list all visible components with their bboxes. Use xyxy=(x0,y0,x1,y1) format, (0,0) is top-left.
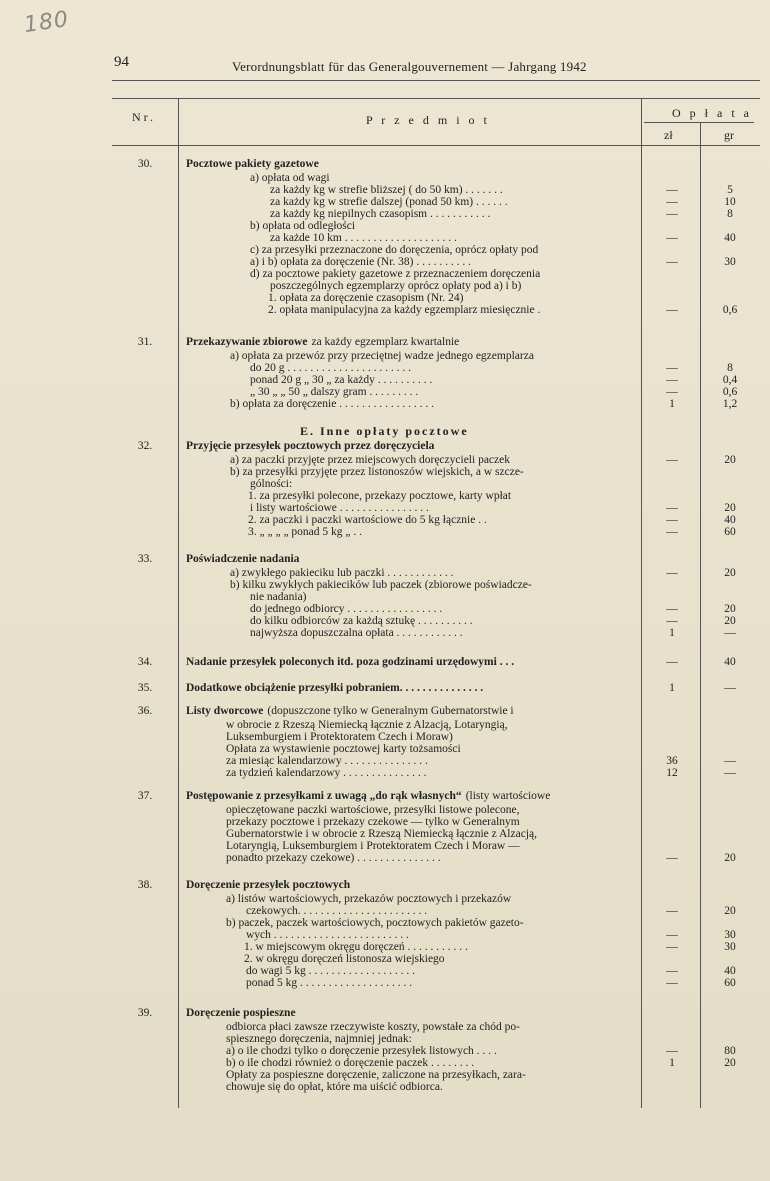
entry-number: 35. xyxy=(137,682,153,694)
entry-line: 2. opłata manipulacyjna za każdy egzemplarz miesięcznie . xyxy=(268,304,541,316)
fee-gr: 20 xyxy=(724,852,736,864)
column-divider-fee xyxy=(641,98,642,1108)
entry-line: czekowych. . . . . . . . . . . . . . . . . . . . . . . xyxy=(246,905,428,917)
entry-line: a) o ile chodzi tylko o doręczenie przesyłek listowych . . . . xyxy=(226,1045,497,1057)
fee-zl: — xyxy=(666,196,678,208)
entry-number: 38. xyxy=(137,879,153,891)
entry-line: „ 30 „ „ 50 „ dalszy gram . . . . . . . . . xyxy=(250,386,419,398)
fee-zl: — xyxy=(666,232,678,244)
fee-gr: — xyxy=(724,682,736,694)
entry-line: 2. w okręgu doręczeń listonosza wiejskiego xyxy=(244,953,445,965)
pencil-annotation: 180 xyxy=(22,6,71,39)
entry-line: odbiorca płaci zawsze rzeczywiste koszty, powstałe za chód po- xyxy=(226,1021,520,1033)
entry-title: Przekazywanie zbiorowe xyxy=(186,336,308,348)
entry-line: Opłata za wystawienie pocztowej karty tożsamości xyxy=(226,743,461,755)
entry-line: 1. za przesyłki polecone, przekazy pocztowe, karty wpłat xyxy=(248,490,512,502)
entry-number: 30. xyxy=(137,158,153,170)
fee-gr: 30 xyxy=(724,256,736,268)
fee-gr: 20 xyxy=(724,567,736,579)
entry-title-rest: (listy wartościowe xyxy=(465,790,551,802)
entry-line: a) zwykłego pakieciku lub paczki . . . . . . . . . . . . xyxy=(230,567,454,579)
fee-subheader-rule xyxy=(644,122,754,123)
entry-line: ponad 5 kg . . . . . . . . . . . . . . . . . . . . xyxy=(246,977,413,989)
entry-line: za każdy kg niepilnych czasopism . . . . . . . . . . . xyxy=(270,208,491,220)
entry-line: gólności: xyxy=(250,478,293,490)
entry-number: 31. xyxy=(137,336,153,348)
table-top-rule xyxy=(112,98,760,99)
fee-gr: 40 xyxy=(724,965,736,977)
fee-zl: — xyxy=(666,615,678,627)
entry-line: opieczętowane paczki wartościowe, przesyłki listowe polecone, xyxy=(226,804,520,816)
fee-zl: 36 xyxy=(666,755,678,767)
fee-zl: 1 xyxy=(669,1057,675,1069)
entry-title: Pocztowe pakiety gazetowe xyxy=(186,158,319,170)
fee-gr: 0,6 xyxy=(722,386,738,398)
fee-zl: — xyxy=(666,256,678,268)
entry-title: Listy dworcowe xyxy=(186,705,264,717)
entry-line: przekazy pocztowe i przekazy czekowe — tylko w Generalnym xyxy=(226,816,520,828)
entry-line: b) o ile chodzi również o doręczenie paczek . . . . . . . . xyxy=(226,1057,475,1069)
entry-title: Doręczenie przesyłek pocztowych xyxy=(186,879,351,891)
fee-zl: — xyxy=(666,852,678,864)
table-header-rule xyxy=(112,145,760,146)
entry-line: Gubernatorstwie i w obrocie z Rzeszą Niemiecką łącznie z Alzacją, xyxy=(226,828,537,840)
entry-line: do kilku odbiorców za każdą sztukę . . . . . . . . . . xyxy=(250,615,473,627)
fee-gr: 40 xyxy=(724,514,736,526)
fee-gr: 60 xyxy=(724,526,736,538)
header-rule xyxy=(112,80,760,81)
entry-line: za każde 10 km . . . . . . . . . . . . . . . . . . . . xyxy=(270,232,457,244)
entry-line: najwyższa dopuszczalna opłata . . . . . . . . . . . . xyxy=(250,627,463,639)
entry-line: spiesznego doręczenia, najmniej jednak: xyxy=(226,1033,412,1045)
entry-title: Nadanie przesyłek poleconych itd. poza godzinami urzędowymi . . . xyxy=(186,656,515,668)
entry-line: do wagi 5 kg . . . . . . . . . . . . . . . . . . . xyxy=(246,965,415,977)
fee-zl: 1 xyxy=(669,627,675,639)
fee-gr: 20 xyxy=(724,905,736,917)
entry-number: 34. xyxy=(137,656,153,668)
fee-zl: — xyxy=(666,208,678,220)
fee-gr: 1,2 xyxy=(722,398,738,410)
entry-line: b) paczek, paczek wartościowych, pocztowych pakietów gazeto- xyxy=(226,917,524,929)
fee-gr: 60 xyxy=(724,977,736,989)
entry-line: a) opłata od wagi xyxy=(250,172,330,184)
entry-line: a) opłata za przewóz przy przeciętnej wadze jednego egzemplarza xyxy=(230,350,534,362)
entry-line: za tydzień kalendarzowy . . . . . . . . . . . . . . . xyxy=(226,767,427,779)
entry-number: 39. xyxy=(137,1007,153,1019)
entry-line: a) listów wartościowych, przekazów pocztowych i przekazów xyxy=(226,893,512,905)
entry-title: Przyjęcie przesyłek pocztowych przez doręczyciela xyxy=(186,440,435,452)
fee-zl: — xyxy=(666,526,678,538)
entry-line: i listy wartościowe . . . . . . . . . . . . . . . . xyxy=(250,502,429,514)
entry-title: Doręczenie pospieszne xyxy=(186,1007,296,1019)
fee-gr: 20 xyxy=(724,454,736,466)
fee-zl: — xyxy=(666,977,678,989)
fee-gr: 80 xyxy=(724,1045,736,1057)
entry-number: 33. xyxy=(137,553,153,565)
fee-gr: 30 xyxy=(724,929,736,941)
fee-zl: 1 xyxy=(669,398,675,410)
fee-zl: — xyxy=(666,965,678,977)
fee-gr: 8 xyxy=(727,208,733,220)
entry-line: Opłaty za pospieszne doręczenie, zaliczone na przesyłkach, zara- xyxy=(226,1069,526,1081)
entry-number: 37. xyxy=(137,790,153,802)
entry-line: do jednego odbiorcy . . . . . . . . . . . . . . . . . xyxy=(250,603,443,615)
fee-gr: 10 xyxy=(724,196,736,208)
fee-gr: 20 xyxy=(724,502,736,514)
entry-line: wych . . . . . . . . . . . . . . . . . . . . . . . . xyxy=(246,929,409,941)
entry-line: 1. opłata za doręczenie czasopism (Nr. 24) xyxy=(268,292,464,304)
header-nr: Nr. xyxy=(132,110,156,124)
entry-title: Dodatkowe obciążenie przesyłki pobraniem. . . . . . . . . . . . . . . xyxy=(186,682,484,694)
entry-line: Lotaryngią, Luksemburgiem i Protektoratem Czech i Moraw — xyxy=(226,840,520,852)
fee-gr: 40 xyxy=(724,656,736,668)
entry-title: Postępowanie z przesyłkami z uwagą „do rąk własnych“ xyxy=(186,790,462,802)
entry-line: za miesiąc kalendarzowy . . . . . . . . . . . . . . . xyxy=(226,755,428,767)
entry-line: 2. za paczki i paczki wartościowe do 5 kg łącznie . . xyxy=(248,514,487,526)
fee-zl: — xyxy=(666,362,678,374)
fee-zl: — xyxy=(666,502,678,514)
entry-line: 1. w miejscowym okręgu doręczeń . . . . . . . . . . . xyxy=(244,941,468,953)
entry-line: b) opłata od odległości xyxy=(250,220,356,232)
section-heading-e: E. Inne opłaty pocztowe xyxy=(300,424,469,438)
fee-zl: — xyxy=(666,454,678,466)
entry-line: 3. „ „ „ „ ponad 5 kg „ . . xyxy=(248,526,363,538)
column-divider-zl-gr xyxy=(700,122,701,1108)
fee-gr: 8 xyxy=(727,362,733,374)
running-head: Verordnungsblatt für das Generalgouvernement — Jahrgang 1942 xyxy=(232,59,587,74)
header-fee: O p ł a t a xyxy=(672,106,752,120)
entry-line: w obrocie z Rzeszą Niemiecką łącznie z Alzacją, Lotaryngią, xyxy=(226,719,508,731)
fee-gr: 0,4 xyxy=(722,374,738,386)
fee-gr: 5 xyxy=(727,184,733,196)
fee-zl: 12 xyxy=(666,767,678,779)
entry-line: ponad 20 g „ 30 „ za każdy . . . . . . . . . . xyxy=(250,374,433,386)
column-divider-nr xyxy=(178,98,179,1108)
fee-gr: — xyxy=(724,627,736,639)
entry-title: Poświadczenie nadania xyxy=(186,553,300,565)
header-subject: P r z e d m i o t xyxy=(366,113,490,127)
fee-zl: — xyxy=(666,374,678,386)
fee-zl: — xyxy=(666,1045,678,1057)
fee-zl: — xyxy=(666,929,678,941)
entry-title-rest: (dopuszczone tylko w Generalnym Gubernatorstwie i xyxy=(267,705,514,717)
entry-line: chowuje się do opłat, które ma uiścić odbiorca. xyxy=(226,1081,443,1093)
fee-zl: 1 xyxy=(669,682,675,694)
entry-line: a) za paczki przyjęte przez miejscowych doręczycieli paczek xyxy=(230,454,510,466)
fee-zl: — xyxy=(666,941,678,953)
page-number: 94 xyxy=(114,54,129,70)
fee-gr: 20 xyxy=(724,615,736,627)
header-zl: zł xyxy=(664,128,673,142)
fee-zl: — xyxy=(666,304,678,316)
fee-zl: — xyxy=(666,603,678,615)
entry-line: b) za przesyłki przyjęte przez listonoszów wiejskich, a w szcze- xyxy=(230,466,524,478)
fee-gr: — xyxy=(724,767,736,779)
fee-zl: — xyxy=(666,905,678,917)
entry-number: 32. xyxy=(137,440,153,452)
fee-gr: 30 xyxy=(724,941,736,953)
entry-line: b) opłata za doręczenie . . . . . . . . . . . . . . . . . xyxy=(230,398,435,410)
entry-line: nie nadania) xyxy=(250,591,307,603)
fee-gr: 40 xyxy=(724,232,736,244)
entry-number: 36. xyxy=(137,705,153,717)
entry-title-rest: za każdy egzemplarz kwartalnie xyxy=(311,336,460,348)
fee-zl: — xyxy=(666,184,678,196)
entry-line: a) i b) opłata za doręczenie (Nr. 38) . . . . . . . . . . xyxy=(250,256,471,268)
entry-line: c) za przesyłki przeznaczone do doręczenia, oprócz opłaty pod xyxy=(250,244,539,256)
fee-zl: — xyxy=(666,386,678,398)
fee-gr: 20 xyxy=(724,603,736,615)
fee-zl: — xyxy=(666,514,678,526)
fee-gr: 20 xyxy=(724,1057,736,1069)
entry-line: poszczególnych egzemplarzy oprócz opłaty pod a) i b) xyxy=(270,280,522,292)
entry-line: za każdy kg w strefie bliższej ( do 50 km) . . . . . . . xyxy=(270,184,503,196)
header-gr: gr xyxy=(724,128,734,142)
entry-line: za każdy kg w strefie dalszej (ponad 50 km) . . . . . . xyxy=(270,196,508,208)
entry-line: Luksemburgiem i Protektoratem Czech i Moraw) xyxy=(226,731,453,743)
entry-line: do 20 g . . . . . . . . . . . . . . . . . . . . . . xyxy=(250,362,411,374)
fee-gr: — xyxy=(724,755,736,767)
entry-line: b) kilku zwykłych pakiecików lub paczek (zbiorowe poświadcze- xyxy=(230,579,532,591)
fee-zl: — xyxy=(666,567,678,579)
fee-zl: — xyxy=(666,656,678,668)
entry-line: ponadto przekazy czekowe) . . . . . . . . . . . . . . . xyxy=(226,852,441,864)
fee-gr: 0,6 xyxy=(722,304,738,316)
entry-line: d) za pocztowe pakiety gazetowe z przeznaczeniem doręczenia xyxy=(250,268,541,280)
